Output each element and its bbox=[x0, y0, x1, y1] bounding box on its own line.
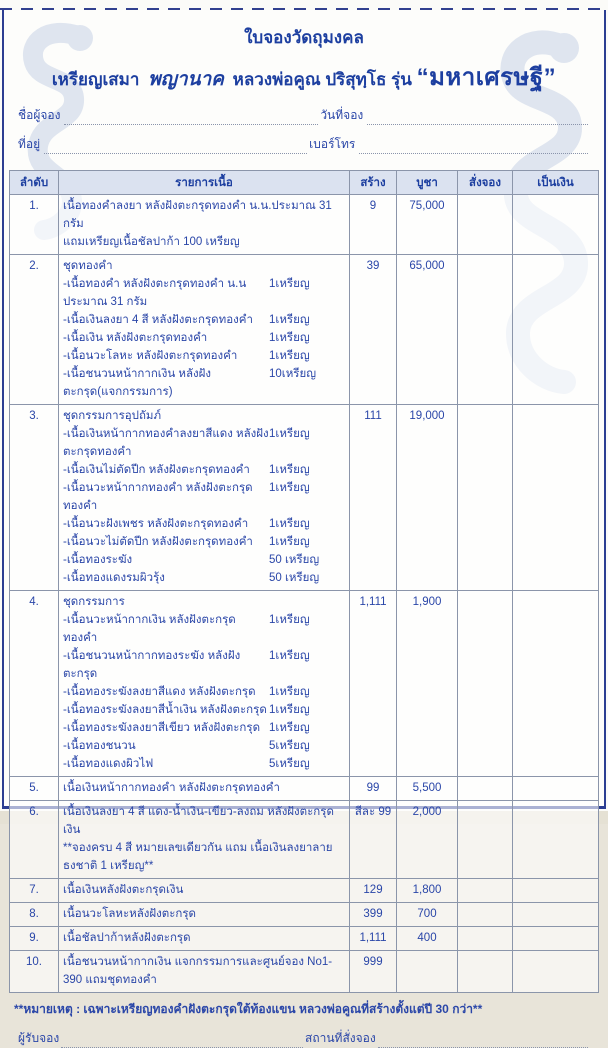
form-header bbox=[4, 10, 604, 96]
row-number-cell: 8. bbox=[10, 903, 59, 927]
form-title: ใบจองวัดถุมงคล bbox=[244, 28, 364, 47]
date-fill-line bbox=[367, 111, 588, 125]
order-table bbox=[9, 170, 599, 993]
row-reserve-blank-cell bbox=[458, 777, 513, 801]
row-description-cell bbox=[59, 903, 350, 927]
description-quantity: 1เหรียญ bbox=[269, 686, 310, 698]
field-row-name-date bbox=[18, 106, 590, 125]
description-text: -เนื้อนวะหน้ากากเงิน หลังฝังตะกรุดทองคำ bbox=[63, 614, 236, 644]
row-amount-blank-cell bbox=[513, 879, 599, 903]
table-header-row bbox=[10, 171, 599, 195]
description-text: -เนื้อนวะฝังเพชร หลังฝังตะกรุดทองคำ bbox=[63, 518, 249, 530]
row-amount-blank-cell bbox=[513, 903, 599, 927]
description-text: -เนื้อนวะหน้ากากทองคำ หลังฝังตะกรุดทองคำ bbox=[63, 482, 253, 512]
row-made-count-cell: 999 bbox=[350, 951, 397, 993]
place-fill-line bbox=[378, 1034, 588, 1048]
table-row bbox=[10, 927, 599, 951]
row-price-cell: 1,800 bbox=[397, 879, 458, 903]
row-description-cell bbox=[59, 927, 350, 951]
row-number-cell: 2. bbox=[10, 255, 59, 405]
row-amount-blank-cell bbox=[513, 927, 599, 951]
row-made-count-cell: 399 bbox=[350, 903, 397, 927]
description-text: -เนื้อทองระฆังลงยาสีแดง หลังฝังตะกรุด bbox=[63, 686, 256, 698]
row-amount-blank-cell bbox=[513, 195, 599, 255]
footnote: **หมายเหตุ : เฉพาะเหรียญทองคำฝังตะกรุดใต้ท้องแขน หลวงพ่อคูณที่สร้างตั้งแต่ปี 30 กว่า** bbox=[14, 1002, 483, 1016]
description-text: เนื้อนวะโลหะหลังฝังตะกรุด bbox=[63, 908, 197, 920]
description-quantity: 1เหรียญ bbox=[269, 518, 310, 530]
receiver-label: ผู้รับจอง bbox=[18, 1031, 60, 1045]
column-header-reserve: สั่งจอง bbox=[458, 171, 513, 195]
description-line bbox=[63, 347, 345, 365]
row-amount-blank-cell bbox=[513, 777, 599, 801]
description-text: เนื้อทองคำลงยา หลังฝังตะกรุดทองคำ น.น.ประมาณ 31 กรัม bbox=[63, 200, 332, 230]
description-text: ชุดทองคำ bbox=[63, 260, 113, 272]
description-text: -เนื้อทองระฆังลงยาสีน้ำเงิน หลังฝังตะกรุด bbox=[63, 704, 267, 716]
table-row bbox=[10, 903, 599, 927]
row-number-cell: 6. bbox=[10, 801, 59, 879]
row-reserve-blank-cell bbox=[458, 951, 513, 993]
description-line bbox=[63, 461, 345, 479]
row-made-count-cell: 111 bbox=[350, 405, 397, 591]
signature-row bbox=[18, 1029, 590, 1048]
description-quantity: 50 เหรียญ bbox=[269, 554, 320, 566]
address-label: ที่อยู่ bbox=[18, 137, 41, 151]
row-price-cell: 1,900 bbox=[397, 591, 458, 777]
row-made-count-cell: 9 bbox=[350, 195, 397, 255]
description-line bbox=[63, 197, 345, 233]
row-reserve-blank-cell bbox=[458, 591, 513, 777]
row-price-cell bbox=[397, 951, 458, 993]
row-made-count-cell: 1,111 bbox=[350, 927, 397, 951]
description-quantity: 5เหรียญ bbox=[269, 740, 310, 752]
description-line bbox=[63, 365, 345, 401]
description-text: -เนื้อเงินลงยา 4 สี หลังฝังตะกรุดทองคำ bbox=[63, 314, 253, 326]
row-amount-blank-cell bbox=[513, 405, 599, 591]
row-number-cell: 1. bbox=[10, 195, 59, 255]
description-line bbox=[63, 257, 345, 275]
row-made-count-cell: 99 bbox=[350, 777, 397, 801]
row-reserve-blank-cell bbox=[458, 801, 513, 879]
description-text: ชุดกรรมการอุปถัมภ์ bbox=[63, 410, 162, 422]
description-line bbox=[63, 881, 345, 899]
row-number-cell: 4. bbox=[10, 591, 59, 777]
row-number-cell: 7. bbox=[10, 879, 59, 903]
description-quantity: 1เหรียญ bbox=[269, 482, 310, 494]
description-line bbox=[63, 425, 345, 461]
description-line bbox=[63, 551, 345, 569]
description-line bbox=[63, 533, 345, 551]
row-price-cell: 2,000 bbox=[397, 801, 458, 879]
description-text: -เนื้อทองแดงรมผิวรุ้ง bbox=[63, 572, 165, 584]
row-number-cell: 3. bbox=[10, 405, 59, 591]
table-row bbox=[10, 255, 599, 405]
subtitle-naga-name: พญานาค bbox=[148, 69, 224, 90]
description-text: -เนื้อทองชนวน bbox=[63, 740, 136, 752]
description-line bbox=[63, 755, 345, 773]
description-text: -เนื้อเงิน หลังฝังตะกรุดทองคำ bbox=[63, 332, 208, 344]
row-price-cell: 400 bbox=[397, 927, 458, 951]
description-line bbox=[63, 683, 345, 701]
description-text: -เนื้อนวะไม่ตัดปีก หลังฝังตะกรุดทองคำ bbox=[63, 536, 253, 548]
description-text: เนื้อชนวนหน้ากากเงิน แจกกรรมการและศูนย์จอง No1-390 แถมชุดทองคำ bbox=[63, 956, 333, 986]
description-line bbox=[63, 311, 345, 329]
subtitle-edition-name: “มหาเศรษฐี” bbox=[416, 64, 557, 91]
description-line bbox=[63, 233, 345, 251]
row-number-cell: 9. bbox=[10, 927, 59, 951]
row-description-cell bbox=[59, 405, 350, 591]
table-row bbox=[10, 591, 599, 777]
description-text: -เนื้อทองคำ หลังฝังตะกรุดทองคำ น.น ประมาณ 31 กรัม bbox=[63, 278, 247, 308]
description-quantity: 1เหรียญ bbox=[269, 536, 310, 548]
description-line bbox=[63, 329, 345, 347]
description-text: -เนื้อนวะโลหะ หลังฝังตะกรุดทองคำ bbox=[63, 350, 238, 362]
receiver-fill-line bbox=[61, 1034, 303, 1048]
description-line bbox=[63, 719, 345, 737]
table-row bbox=[10, 195, 599, 255]
description-quantity: 1เหรียญ bbox=[269, 650, 310, 662]
row-number-cell: 10. bbox=[10, 951, 59, 993]
column-header-price: บูชา bbox=[397, 171, 458, 195]
description-line bbox=[63, 275, 345, 311]
row-amount-blank-cell bbox=[513, 591, 599, 777]
applicant-fields bbox=[4, 96, 604, 170]
description-line bbox=[63, 839, 345, 875]
row-made-count-cell: สีละ 99 bbox=[350, 801, 397, 879]
description-line bbox=[63, 737, 345, 755]
description-text: ชุดกรรมการ bbox=[63, 596, 125, 608]
description-text: -เนื้อทองแดงผิวไฟ bbox=[63, 758, 154, 770]
description-line bbox=[63, 929, 345, 947]
description-line bbox=[63, 803, 345, 839]
description-quantity: 10เหรียญ bbox=[269, 368, 317, 380]
description-quantity: 1เหรียญ bbox=[269, 332, 310, 344]
row-description-cell bbox=[59, 879, 350, 903]
row-description-cell bbox=[59, 255, 350, 405]
place-label: สถานที่สั่งจอง bbox=[305, 1031, 376, 1045]
row-reserve-blank-cell bbox=[458, 903, 513, 927]
row-amount-blank-cell bbox=[513, 255, 599, 405]
row-description-cell bbox=[59, 591, 350, 777]
description-text: เนื้อชัลปาก้าหลังฝังตะกรุด bbox=[63, 932, 191, 944]
row-number-cell: 5. bbox=[10, 777, 59, 801]
description-line bbox=[63, 905, 345, 923]
row-price-cell: 19,000 bbox=[397, 405, 458, 591]
description-line bbox=[63, 407, 345, 425]
order-table-body bbox=[10, 195, 599, 993]
row-reserve-blank-cell bbox=[458, 879, 513, 903]
description-text: เนื้อเงินหลังฝังตะกรุดเงิน bbox=[63, 884, 184, 896]
description-line bbox=[63, 611, 345, 647]
description-line bbox=[63, 701, 345, 719]
description-line bbox=[63, 779, 345, 797]
row-made-count-cell: 39 bbox=[350, 255, 397, 405]
address-fill-line bbox=[44, 140, 307, 154]
description-text: เนื้อเงินหน้ากากทองคำ หลังฝังตะกรุดทองคำ bbox=[63, 782, 280, 794]
description-line bbox=[63, 569, 345, 587]
description-text: -เนื้อทองระฆัง bbox=[63, 554, 133, 566]
description-text: -เนื้อเงินหน้ากากทองคำลงยาสีแดง หลังฝังตะกรุดทองคำ bbox=[63, 428, 269, 458]
description-line bbox=[63, 593, 345, 611]
description-quantity: 1เหรียญ bbox=[269, 428, 310, 440]
row-reserve-blank-cell bbox=[458, 255, 513, 405]
table-row bbox=[10, 801, 599, 879]
description-text: -เนื้อชนวนหน้ากากเงิน หลังฝังตะกรุด(แจกกรรมการ) bbox=[63, 368, 211, 398]
field-row-address-phone bbox=[18, 135, 590, 154]
description-line bbox=[63, 953, 345, 989]
description-text: -เนื้อชนวนหน้ากากทองระฆัง หลังฝังตะกรุด bbox=[63, 650, 241, 680]
subtitle-prefix: เหรียญเสมา bbox=[51, 70, 140, 89]
table-row bbox=[10, 951, 599, 993]
column-header-made: สร้าง bbox=[350, 171, 397, 195]
row-made-count-cell: 1,111 bbox=[350, 591, 397, 777]
date-label: วันที่จอง bbox=[320, 108, 364, 122]
row-price-cell: 65,000 bbox=[397, 255, 458, 405]
description-text: แถมเหรียญเนื้อชัลปาก้า 100 เหรียญ bbox=[63, 236, 240, 248]
row-price-cell: 700 bbox=[397, 903, 458, 927]
row-amount-blank-cell bbox=[513, 951, 599, 993]
description-text: **จองครบ 4 สี หมายเลขเดียวกัน แถม เนื้อเงินลงยาลายธงชาติ 1 เหรียญ** bbox=[63, 842, 333, 872]
form-frame bbox=[2, 10, 606, 1045]
description-quantity: 5เหรียญ bbox=[269, 758, 310, 770]
row-made-count-cell: 129 bbox=[350, 879, 397, 903]
row-amount-blank-cell bbox=[513, 801, 599, 879]
row-price-cell: 75,000 bbox=[397, 195, 458, 255]
description-text: เนื้อเงินลงยา 4 สี แดง-น้ำเงิน-เขียว-ลงถม หลังฝังตะกรุดเงิน bbox=[63, 806, 334, 836]
description-text: -เนื้อทองระฆังลงยาสีเขียว หลังฝังตะกรุด bbox=[63, 722, 261, 734]
table-row bbox=[10, 777, 599, 801]
description-quantity: 1เหรียญ bbox=[269, 350, 310, 362]
name-label: ชื่อผู้จอง bbox=[18, 108, 61, 122]
phone-fill-line bbox=[359, 140, 588, 154]
column-header-amount: เป็นเงิน bbox=[513, 171, 599, 195]
description-quantity: 1เหรียญ bbox=[269, 722, 310, 734]
description-line bbox=[63, 515, 345, 533]
row-price-cell: 5,500 bbox=[397, 777, 458, 801]
description-quantity: 1เหรียญ bbox=[269, 464, 310, 476]
name-fill-line bbox=[64, 111, 318, 125]
row-description-cell bbox=[59, 777, 350, 801]
description-quantity: 50 เหรียญ bbox=[269, 572, 320, 584]
description-quantity: 1เหรียญ bbox=[269, 278, 310, 290]
description-text: -เนื้อเงินไม่ตัดปีก หลังฝังตะกรุดทองคำ bbox=[63, 464, 250, 476]
column-header-no: ลำดับ bbox=[10, 171, 59, 195]
row-description-cell bbox=[59, 951, 350, 993]
description-line bbox=[63, 479, 345, 515]
row-reserve-blank-cell bbox=[458, 195, 513, 255]
row-description-cell bbox=[59, 801, 350, 879]
description-quantity: 1เหรียญ bbox=[269, 704, 310, 716]
phone-label: เบอร์โทร bbox=[309, 137, 356, 151]
description-quantity: 1เหรียญ bbox=[269, 314, 310, 326]
table-row bbox=[10, 405, 599, 591]
row-reserve-blank-cell bbox=[458, 405, 513, 591]
description-line bbox=[63, 647, 345, 683]
table-row bbox=[10, 879, 599, 903]
column-header-item: รายการเนื้อ bbox=[59, 171, 350, 195]
row-reserve-blank-cell bbox=[458, 927, 513, 951]
row-description-cell bbox=[59, 195, 350, 255]
subtitle-monk-name: หลวงพ่อคูณ ปริสุทฺโธ รุ่น bbox=[232, 70, 412, 89]
description-quantity: 1เหรียญ bbox=[269, 614, 310, 626]
form-subtitle bbox=[4, 57, 604, 96]
